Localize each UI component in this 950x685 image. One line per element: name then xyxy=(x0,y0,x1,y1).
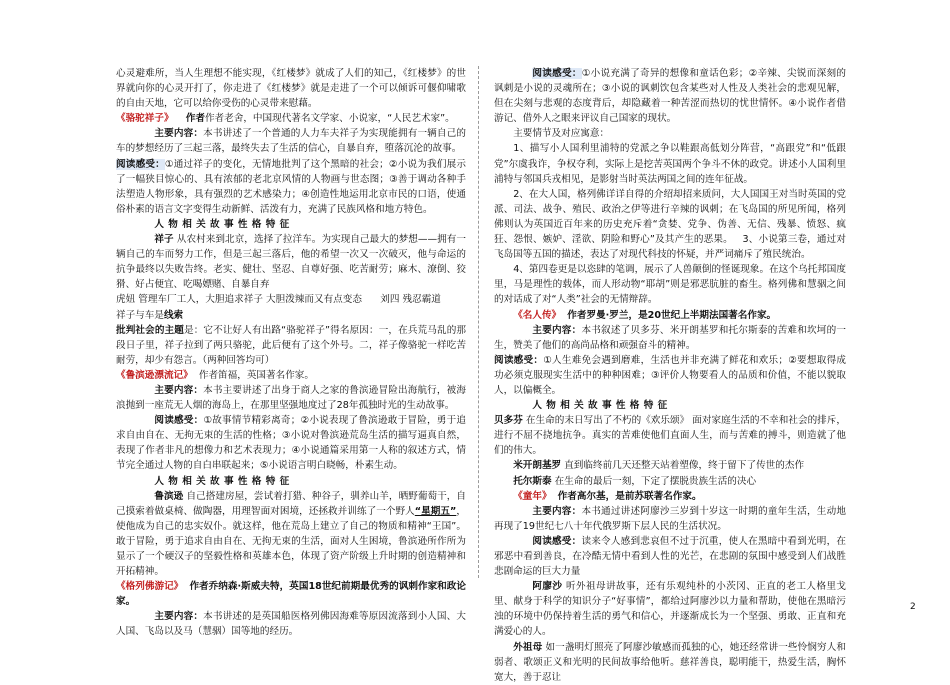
famous-content: 主要内容：本书叙述了贝多芬、米开朗基罗和托尔斯泰的苦难和坎坷的一生，赞美了他们的高尚品格和顽强奋斗的精神。 xyxy=(494,324,847,351)
famous-book-title: 《名人传》 xyxy=(513,309,562,321)
childhood-book-title: 《童年》 xyxy=(513,490,552,502)
crusoe-title-line xyxy=(116,368,466,383)
childhood-alyosha: 阿廖沙 听外祖母讲故事，还有乐观纯朴的小茨冈、正直的老工人格里戈里、献身于科学的知识分子“好事情”，都给过阿廖沙以力量和帮助，使他在黑暗污浊的环境中仍保持着生活的勇气和信心，并逐渐成长为一个坚强、勇敢、正直和充满爱心的人。 xyxy=(494,581,847,638)
crusoe-book-title: 《鲁滨逊漂流记》 xyxy=(116,369,193,381)
camel-xiangzi: 祥子 从农村来到北京，选择了拉洋车。为实现自己最大的梦想——拥有一辆自己的车而努力工作，但是三起三落后，他的希望一次又一次破灭，他与命运的抗争最终以失败告终。老实、健壮、坚忍、自尊好强、吃苦耐劳；麻木、潦倒、狡猾、好占便宜、吃喝嫖赌、自暴自弃 xyxy=(116,234,467,291)
gulliver-plot-intro: 主要情节及对应寓意： xyxy=(513,128,610,140)
famous-tolstoy: 托尔斯泰 在生命的最后一刻，下定了摆脱贵族生活的决心 xyxy=(513,475,757,487)
famous-author: 作者罗曼·罗兰，是20世纪上半期法国著名作家。 xyxy=(567,309,777,321)
camel-character-header: 人物相关故事性格特征 xyxy=(154,218,294,230)
childhood-grandmother: 外祖母 如一盏明灯照亮了阿廖沙敏感而孤独的心，她还经常讲一些怜悯穷人和弱者、歌颂正义和光明的民间故事给他听。慈祥善良，聪明能干，热爱生活，胸怀宽大，善于忍让 xyxy=(494,641,847,683)
gulliver-plot-1: 1、描写小人国利里浦特的党派之争以鞋跟高低划分阵营，“高跟党”和“低跟党”尔虞我诈，争权夺利，实际上是挖苦英国两个争斗不休的政党。讲述小人国利里浦特与邻国兵戎相见，是影射当时英法两国之间的连年征战。 xyxy=(494,143,846,185)
crusoe-robinson: 鲁滨逊 自己搭建房屋，尝试着打猎、种谷子，驯养山羊，晒野葡萄干，自己摸索着做桌椅、做陶器，用理智面对困境，还拯救并训练了一个野人“星期五”，使他成为自己的忠实奴仆。就这样，他在荒岛上建立了自己的物质和精神“王国”。敢于冒险，勇于追求自由自在、无拘无束的生活，面对人生困境，鲁滨逊所作所为显示了一个硬汉子的坚毅性格和英雄本色，体现了资产阶级上升时期的创造精神和开拓精神。 xyxy=(116,490,467,578)
gulliver-plot-4: 4、第四卷更是以恣肆的笔调，展示了人兽颠倒的怪诞现象。在这个乌托邦国度里，马是理性的载体，而人形动物“耶胡”则是邪恶肮脏的畜生。格列佛和慧骃之间的对话成了对“人类”社会的无情辩辞。 xyxy=(494,264,846,306)
gulliver-book-title: 《格列佛游记》 xyxy=(116,581,184,593)
gulliver-author: 作者乔纳森·斯威夫特，英国18世纪前期最优秀的讽刺作家和政论家。 xyxy=(116,581,466,608)
famous-beethoven: 贝多芬 在生命的末日写出了不朽的《欢乐颂》 面对家庭生活的不幸和社会的排斥，进行不屈不挠地抗争。真实的苦难使他们直面人生，而与苦难的搏斗，则造就了他们的伟大。 xyxy=(494,415,846,457)
camel-book-title: 《骆驼祥子》 xyxy=(116,113,174,125)
childhood-content: 主要内容：本书通过讲述阿廖沙三岁到十岁这一时期的童年生活，生动地再现了19世纪七八十年代俄罗斯下层人民的生活状况。 xyxy=(494,505,847,532)
camel-author-label: 作者 xyxy=(185,113,205,125)
crusoe-content: 主要内容：本书主要讲述了出身于商人之家的鲁滨逊冒险出海航行，被海浪抛到一座荒无人烟的海岛上，在那里坚强地度过了28年孤独时光的生动故事。 xyxy=(116,384,467,412)
famous-feeling: 阅读感受：①人生难免会遇到磨难，生活也并非充满了鲜花和欢乐；②要想取得成功必须克服现实生活中的种种困难；③评价人物要看人的品质和价值，不能以貌取人，以偏概全。 xyxy=(494,354,847,396)
famous-character-header: 人物相关故事性格特征 xyxy=(532,400,672,412)
famous-title-line xyxy=(494,308,846,323)
left-column xyxy=(116,66,466,640)
camel-huniu-liusi: 虎妞 管理车厂工人，大胆追求祥子 大胆泼辣而又有点变态 刘四 残忍霸道 xyxy=(116,294,441,306)
column-divider xyxy=(478,66,479,578)
gulliver-plot-2-3: 2、在大人国，格列佛详详自得的介绍却招来质问，大人国国王对当时英国的党派、司法、战争、殖民、政治之伊等进行辛辣的讽刺；在飞岛国的所见所闻，格列佛则认为英国近百年来的历史充斥着“贪婪、党争、伪善、无信、残暴、愤怒、疯狂、怨恨、嫉妒、淫欲、阴险和野心”及其产生的恶果。 3、小说第三卷，通过对飞岛国等五国的描述，表达了对现代科技的怀疑，并严词痛斥了殖民统治。 xyxy=(494,188,846,261)
camel-author: 作者老舍，中国现代著名文学家、小说家，“人民艺术家”。 xyxy=(204,113,455,125)
gulliver-title-line xyxy=(116,579,466,609)
hongloumeng-ending: 心灵避难所，当人生理想不能实现，《红楼梦》就成了人们的知己，《红楼梦》的世界就向你的心灵开打了，你走进了《红楼梦》就是走进了一个可以倾诉可偃仰啸歌的自由天地，它可以给你受伤的心灵带来慰藉。 xyxy=(116,68,466,110)
gulliver-content: 主要内容：本书讲述的是英国船医格列佛因海难等原因流落到小人国、大人国、飞岛以及马（慧骃）国等地的经历。 xyxy=(116,611,467,638)
camel-feeling: 阅读感受：①通过祥子的变化，无情地批判了这个黑暗的社会；②小说为我们展示了一幅狭目惊心的、具有浓郁的老北京风情的人物画与世态图；③善于调动各种手法塑造人物形象，具有强烈的艺术感染力；④创造性地运用北京市民的口语，使通俗朴素的语言文字变得生动新鲜、活泼有力，充满了民族风格和地方特色。 xyxy=(116,158,467,215)
page-number: 2 xyxy=(910,602,916,612)
childhood-title-line xyxy=(494,489,846,504)
childhood-feeling: 阅读感受：读来令人感到悲哀但不过于沉重，使人在黑暗中看到光明，在邪恶中看到善良，在冷酷无情中看到人性的光芒，在悲剧的氛围中感受到人们战胜悲剧命运的巨大力量 xyxy=(494,535,847,578)
camel-clue: 祥子与车是线索 xyxy=(116,309,184,321)
childhood-author: 作者高尔基，是前苏联著名作家。 xyxy=(557,490,702,502)
crusoe-character-header: 人物相关故事性格特征 xyxy=(154,475,294,487)
camel-content: 主要内容：本书讲述了一个普通的人力车夫祥子为实现能拥有一辆自己的车的梦想经历了三起三落，最终失去了生活的信心，自暴自弃，堕落沉沦的故事。 xyxy=(116,128,467,155)
crusoe-author: 作者笛福，英国著名作家。 xyxy=(198,369,314,381)
famous-michelangelo: 米开朗基罗 直到临终前几天还整天站着塑像，终于留下了传世的杰作 xyxy=(513,460,805,472)
gulliver-feeling: 阅读感受：①小说充满了奇异的想像和童话色彩；②辛辣、尖锐而深刻的讽刺是小说的灵魂所在；③小说的讽刺饮包含某些对人性及人类社会的悲观见解，但在尖刻与悲观的态度背后，却隐藏着一种苦涩而热切的忧世情怀。④小说作者借游记、借外人之眼来评议自己国家的现状。 xyxy=(494,68,847,125)
camel-title-line xyxy=(116,111,466,126)
crusoe-feeling: 阅读感受：①故事情节精彩离奇；②小说表现了鲁滨逊敢于冒险，勇于追求自由自在、无拘无束的生活的性格；③小说对鲁滨逊荒岛生活的描写逼真自然，表现了作者非凡的想像力和艺术表现力；④小说通篇采用第一人称的叙述方式，情节完全通过人物的自白串联起来；⑤小说语言明白晓畅，朴素生动。 xyxy=(116,415,467,472)
camel-theme: 批判社会的主题是：它不让好人有出路“骆驼祥子”得名原因：一，在兵荒马乱的那段日子里，祥子拉到了两只骆驼，此后便有了这个外号。二，祥子像骆驼一样吃苦耐劳，却少有怨言。（两种回答均可） xyxy=(116,324,467,366)
right-column xyxy=(494,66,846,685)
